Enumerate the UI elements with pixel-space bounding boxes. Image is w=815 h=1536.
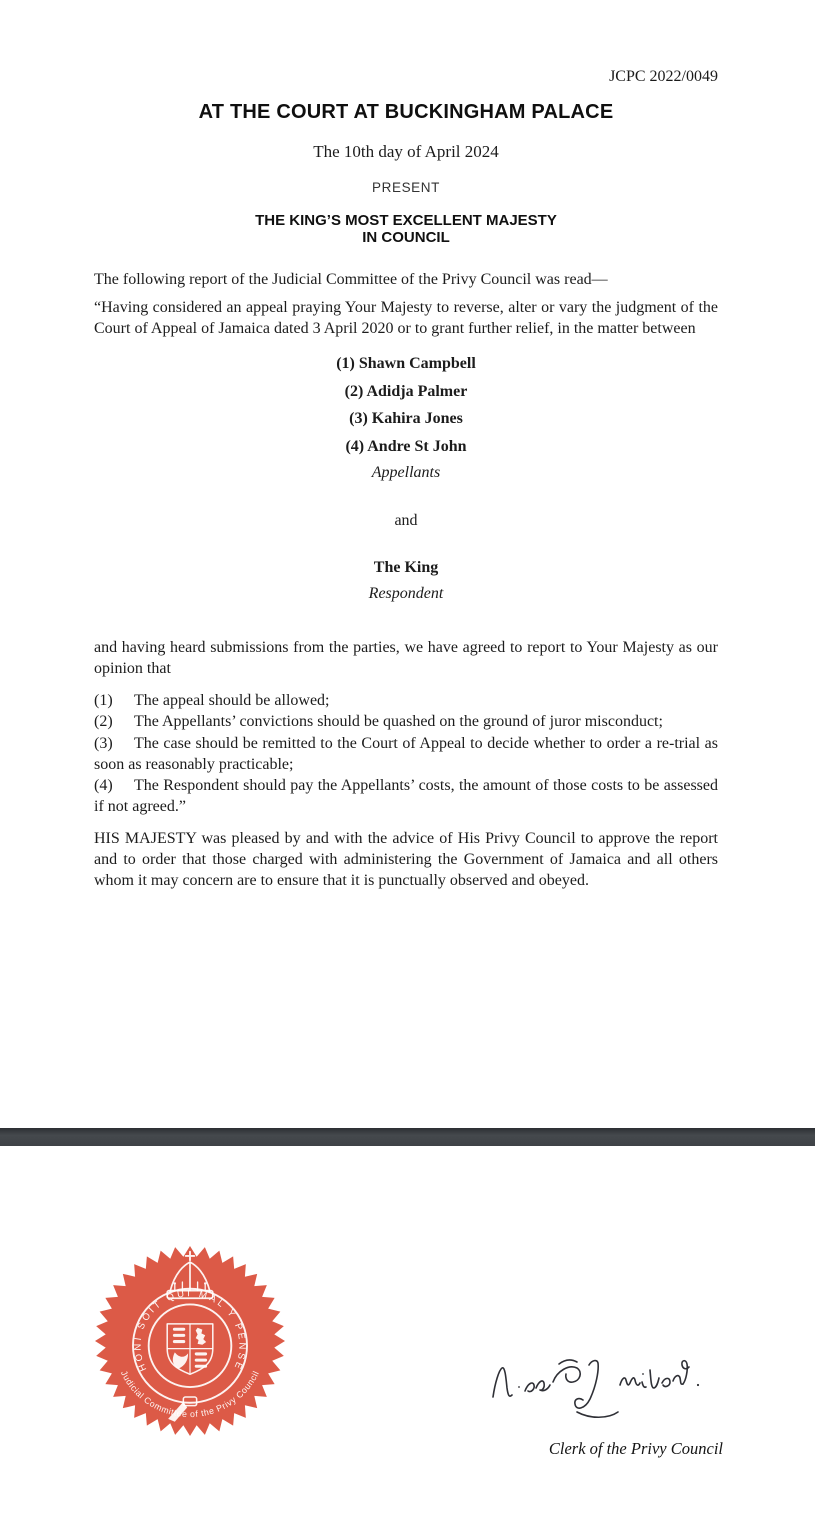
seal-ring-text: Judicial Committee of the Privy Council xyxy=(118,1368,262,1420)
respondent-label: Respondent xyxy=(368,584,444,602)
opinion-text: The Appellants’ convictions should be quashed on the ground of juror misconduct; xyxy=(134,713,663,731)
respondent-name: The King xyxy=(373,558,439,576)
seal-graphic xyxy=(94,1246,286,1436)
opinion-text: The appeal should be allowed; xyxy=(134,691,330,709)
opinion-item xyxy=(94,712,718,733)
case-reference: JCPC 2022/0049 xyxy=(609,68,718,85)
opinion-number: (3) xyxy=(94,734,113,752)
opinion-item xyxy=(94,776,718,817)
court-title: AT THE COURT AT BUCKINGHAM PALACE xyxy=(198,101,614,123)
opinions-list xyxy=(94,691,718,818)
opinion-item xyxy=(94,734,718,775)
report-intro-paragraph: The following report of the Judicial Committee of the Privy Council was read— xyxy=(94,271,608,288)
party-name: (4) Andre St John xyxy=(345,437,467,455)
appeal-paragraph: “Having considered an appeal praying Your Majesty to reverse, alter or vary the judgment of the Court of Appeal of Jamaica dated 3 April 2020 or to grant further relief, in the matter between xyxy=(94,299,718,337)
opinion-text: The case should be remitted to the Court of Appeal to decide whether to order a re-trial as soon as reasonably practicable; xyxy=(94,734,718,773)
majesty-heading xyxy=(94,212,718,246)
date-line: The 10th day of April 2024 xyxy=(313,142,499,161)
opinion-number: (2) xyxy=(94,713,113,731)
majesty-line-1: THE KING’S MOST EXCELLENT MAJESTY xyxy=(255,212,557,229)
privy-council-seal xyxy=(94,1246,286,1436)
party-name: (3) Kahira Jones xyxy=(349,410,463,427)
opinion-number: (4) xyxy=(94,777,113,795)
opinion-text: The Respondent should pay the Appellants’ costs, the amount of those costs to be assessed if not agreed.” xyxy=(94,777,718,816)
signature-graphic xyxy=(480,1350,715,1430)
clerk-signature xyxy=(480,1350,715,1430)
approval-paragraph: HIS MAJESTY was pleased by and with the advice of His Privy Council to approve the report and to order that those charged with administering the Government of Jamaica and all others whom it may concern are to ensure that it is punctually observed and obeyed. xyxy=(94,829,718,889)
appellants-label: Appellants xyxy=(371,463,441,481)
page-break-divider xyxy=(0,1128,815,1146)
opinion-item xyxy=(94,691,718,712)
party-name: (1) Shawn Campbell xyxy=(336,355,476,372)
conjunction-and: and xyxy=(394,511,418,529)
party-name: (2) Adidja Palmer xyxy=(344,382,468,400)
present-label: PRESENT xyxy=(372,180,440,195)
clerk-title: Clerk of the Privy Council xyxy=(548,1439,723,1458)
submissions-paragraph: and having heard submissions from the parties, we have agreed to report to Your Majesty as our opinion that xyxy=(94,638,718,677)
majesty-line-2: IN COUNCIL xyxy=(362,229,450,246)
parties-block xyxy=(94,353,718,604)
garter-motto-text: HONI SOIT QUI MAL Y PENSE xyxy=(132,1288,248,1373)
opinion-number: (1) xyxy=(94,691,113,709)
